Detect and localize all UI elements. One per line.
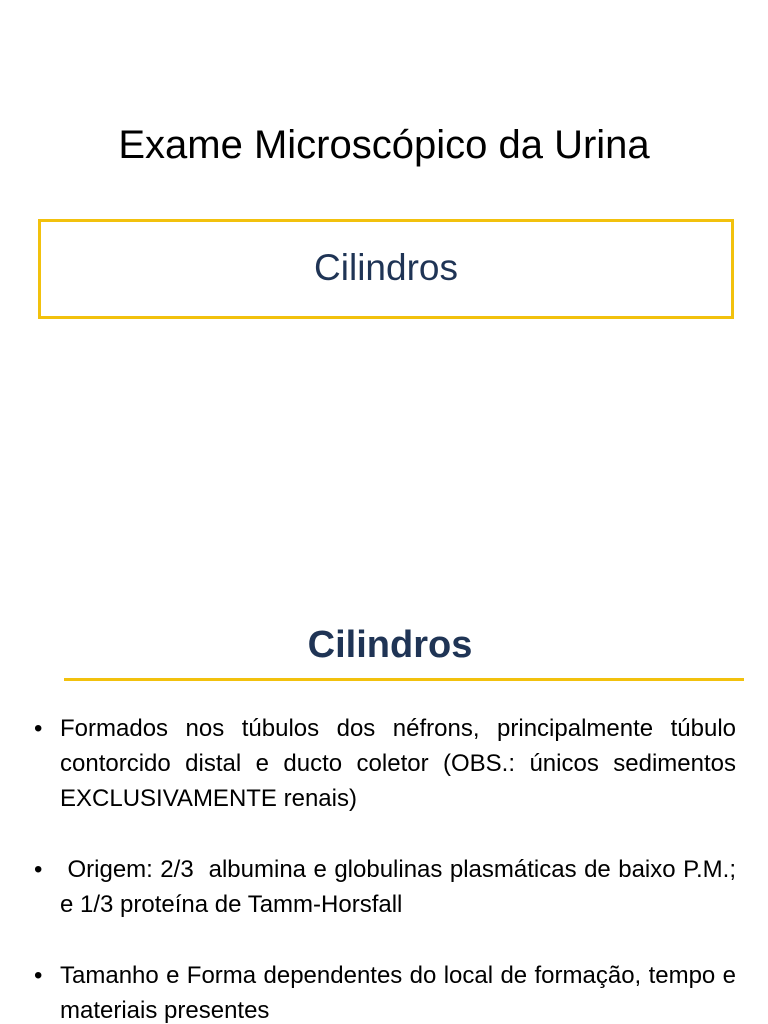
content-heading: Cilindros [307,624,473,666]
bullet-list [34,711,743,1024]
bullet-text: Formados nos túbulos dos néfrons, principalmente túbulo contorcido distal e ducto coletor (OBS.: únicos sedimentos EXCLUSIVAMENTE renais) [60,715,736,812]
slide-content-page [0,555,768,1024]
bullet-item [34,958,736,1024]
bullet-item [34,852,743,922]
bullet-text: Origem: 2/3 albumina e globulinas plasmáticas de baixo P.M.; e 1/3 proteína de Tamm-Horsfall [60,856,743,918]
bullet-icon: • [34,962,43,989]
bullet-icon: • [34,715,43,742]
slide-title: Exame Microscópico da Urina [118,123,650,167]
subtitle-box [38,219,734,319]
bullet-text: Tamanho e Forma dependentes do local de formação, tempo e materiais presentes [60,962,736,1024]
heading-underline [64,678,744,681]
bullet-icon: • [34,856,43,883]
slide-subtitle: Cilindros [314,247,458,288]
bullet-item [34,711,736,816]
